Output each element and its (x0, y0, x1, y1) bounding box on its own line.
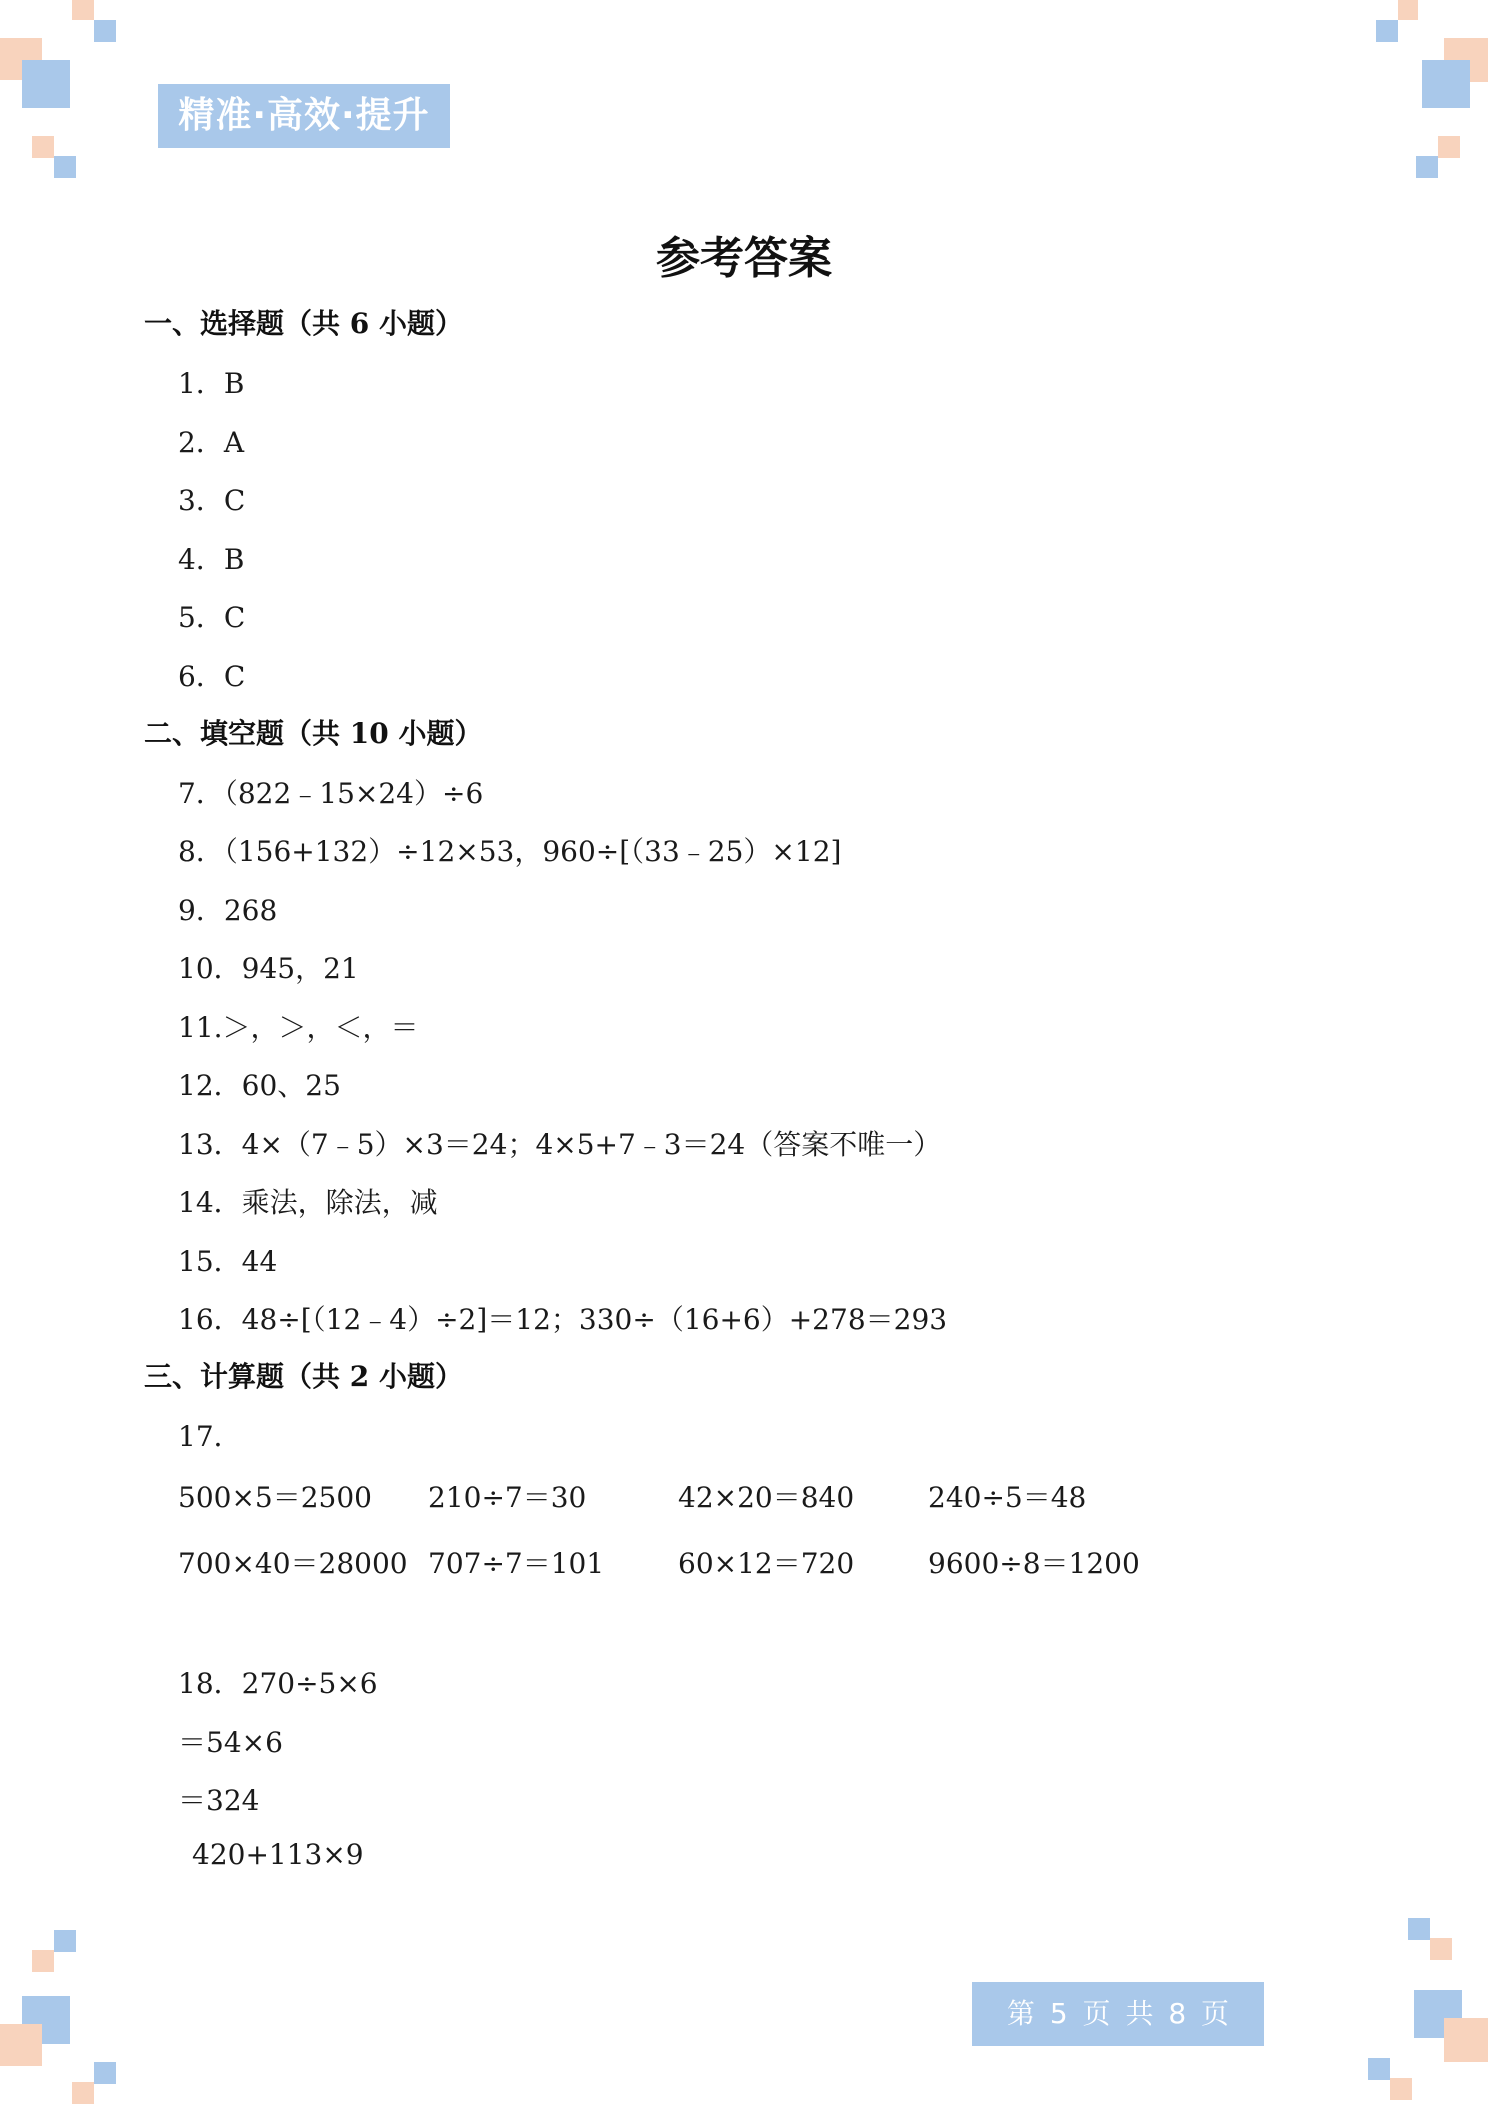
answer-18-step: ＝324 (178, 1784, 260, 1817)
answer-10: 10．945，21 (178, 952, 359, 985)
answer-5: 5．C (178, 601, 246, 634)
calc-cell: 42×20＝840 (678, 1481, 855, 1514)
calc-cell: 707÷7＝101 (428, 1547, 605, 1580)
answer-14: 14．乘法，除法，减 (178, 1186, 438, 1219)
answer-11: 11.＞，＞，＜，＝ (178, 1011, 419, 1044)
calc-cell: 210÷7＝30 (428, 1481, 587, 1514)
answer-18: 18．270÷5×6 (178, 1667, 378, 1700)
answer-4: 4．B (178, 543, 245, 576)
calc-cell: 60×12＝720 (678, 1547, 855, 1580)
calc-cell: 9600÷8＝1200 (928, 1547, 1140, 1580)
answer-12: 12．60、25 (178, 1069, 341, 1102)
answer-8: 8．（156+132）÷12×53，960÷[（33﹣25）×12] (178, 835, 842, 868)
brand-banner: 精准·高效·提升 (158, 84, 450, 148)
answer-17: 17． (178, 1420, 242, 1453)
section-heading-fill: 二、填空题（共 10 小题） (144, 717, 483, 750)
answer-1: 1．B (178, 367, 245, 400)
answer-3: 3．C (178, 484, 246, 517)
answer-2: 2．A (178, 426, 245, 459)
answer-6: 6．C (178, 660, 246, 693)
answer-18-step: 420+113×9 (192, 1838, 364, 1871)
answer-18-step: ＝54×6 (178, 1726, 283, 1759)
section-heading-calc: 三、计算题（共 2 小题） (144, 1360, 463, 1393)
answer-7: 7．（822﹣15×24）÷6 (178, 777, 484, 810)
answer-13: 13．4×（7﹣5）×3＝24；4×5+7﹣3＝24（答案不唯一） (178, 1128, 942, 1161)
answer-15: 15．44 (178, 1245, 278, 1278)
page-title: 参考答案 (656, 233, 832, 284)
calc-cell: 500×5＝2500 (178, 1481, 372, 1514)
section-heading-choice: 一、选择题（共 6 小题） (144, 307, 463, 340)
page-number-badge: 第 5 页 共 8 页 (972, 1982, 1264, 2046)
calc-cell: 240÷5＝48 (928, 1481, 1087, 1514)
calc-cell: 700×40＝28000 (178, 1547, 408, 1580)
answer-9: 9．268 (178, 894, 278, 927)
answer-16: 16．48÷[（12﹣4）÷2]＝12；330÷（16+6）+278＝293 (178, 1303, 948, 1336)
